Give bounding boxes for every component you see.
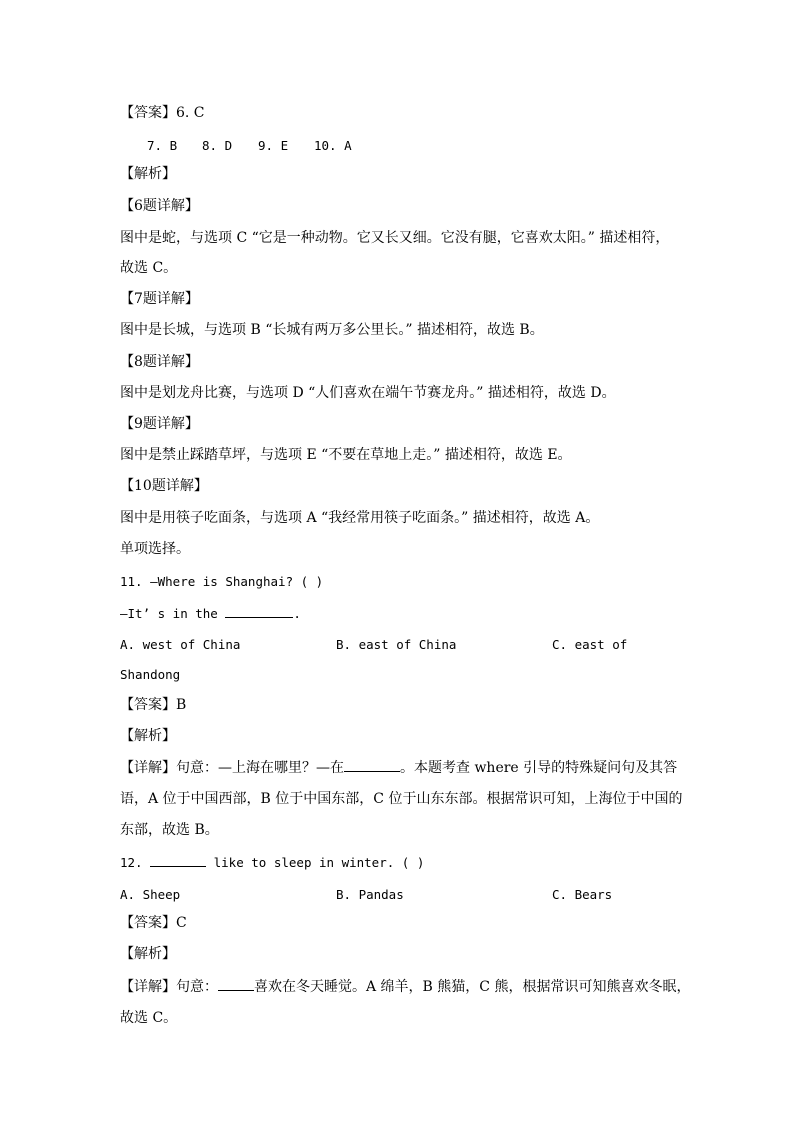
- detail-heading-6: 【6题详解】: [120, 198, 199, 214]
- detail-12-blank: [218, 977, 254, 991]
- detail-12-suffix: 喜欢在冬天睡觉。A 绵羊，B 熊猫，C 熊，根据常识可知熊喜欢冬眠，: [254, 979, 691, 995]
- question-11: 11. —Where is Shanghai? ( ): [120, 574, 324, 589]
- analysis-heading-11: 【解析】: [120, 728, 176, 744]
- detail-6-line-1: 图中是蛇，与选项 C “它是一种动物。它又长又细。它没有腿，它喜欢太阳。” 描述相符，: [120, 230, 670, 246]
- option-c-continued: Shandong: [120, 667, 181, 682]
- prompt-prefix: —It’ s in the: [120, 606, 226, 621]
- analysis-heading-12: 【解析】: [120, 946, 176, 962]
- answer-blank: [225, 604, 293, 618]
- question-12-blank: [150, 853, 206, 867]
- detail-12-line-1: [120, 977, 691, 997]
- answer-11: 【答案】B: [120, 697, 187, 713]
- detail-11-line-1: [120, 758, 680, 778]
- detail-6-line-2: 故选 C。: [120, 260, 178, 276]
- option-b: B. Pandas: [336, 887, 404, 902]
- question-12-suffix: like to sleep in winter. ( ): [206, 855, 425, 870]
- detail-7-line-1: 图中是长城，与选项 B “长城有两万多公里长。” 描述相符，故选 B。: [120, 322, 544, 338]
- detail-heading-8: 【8题详解】: [120, 354, 199, 370]
- option-b: B. east of China: [336, 637, 457, 652]
- analysis-heading: 【解析】: [120, 166, 176, 182]
- detail-12-line-2: 故选 C。: [120, 1010, 178, 1026]
- prompt-suffix: .: [293, 606, 301, 621]
- detail-11-suffix: 。本题考查 where 引导的特殊疑问句及其答: [400, 760, 678, 776]
- detail-heading-7: 【7题详解】: [120, 291, 199, 307]
- detail-heading-9: 【9题详解】: [120, 416, 199, 432]
- detail-11-line-3: 东部，故选 B。: [120, 822, 219, 838]
- question-12-number: 12.: [120, 855, 143, 870]
- detail-11-line-2: 语，A 位于中国西部，B 位于中国东部，C 位于山东东部。根据常识可知，上海位于中国的: [120, 791, 683, 807]
- answer-10: 10. A: [314, 138, 352, 153]
- answer-9: 9. E: [258, 138, 289, 153]
- answer-8: 8. D: [202, 138, 233, 153]
- question-11-prompt: [120, 604, 680, 624]
- option-c: C. Bears: [552, 887, 613, 902]
- detail-heading-10: 【10题详解】: [120, 478, 208, 494]
- detail-10-line-1: 图中是用筷子吃面条，与选项 A “我经常用筷子吃面条。” 描述相符，故选 A。: [120, 510, 600, 526]
- answer-7: 7. B: [147, 138, 178, 153]
- answer-12: 【答案】C: [120, 915, 187, 931]
- answer-line: 【答案】6. C: [120, 105, 205, 121]
- detail-8-line-1: 图中是划龙舟比赛，与选项 D “人们喜欢在端午节赛龙舟。” 描述相符，故选 D。: [120, 385, 616, 401]
- detail-12-prefix: 【详解】句意：: [120, 979, 218, 995]
- detail-11-blank: [344, 758, 400, 772]
- option-a: A. west of China: [120, 637, 241, 652]
- question-12: [120, 853, 680, 873]
- option-a: A. Sheep: [120, 887, 181, 902]
- detail-11-prefix: 【详解】句意：—上海在哪里？—在: [120, 760, 344, 776]
- detail-9-line-1: 图中是禁止踩踏草坪，与选项 E “不要在草地上走。” 描述相符，故选 E。: [120, 447, 572, 463]
- section-note: 单项选择。: [120, 541, 190, 557]
- option-c: C. east of: [552, 637, 628, 652]
